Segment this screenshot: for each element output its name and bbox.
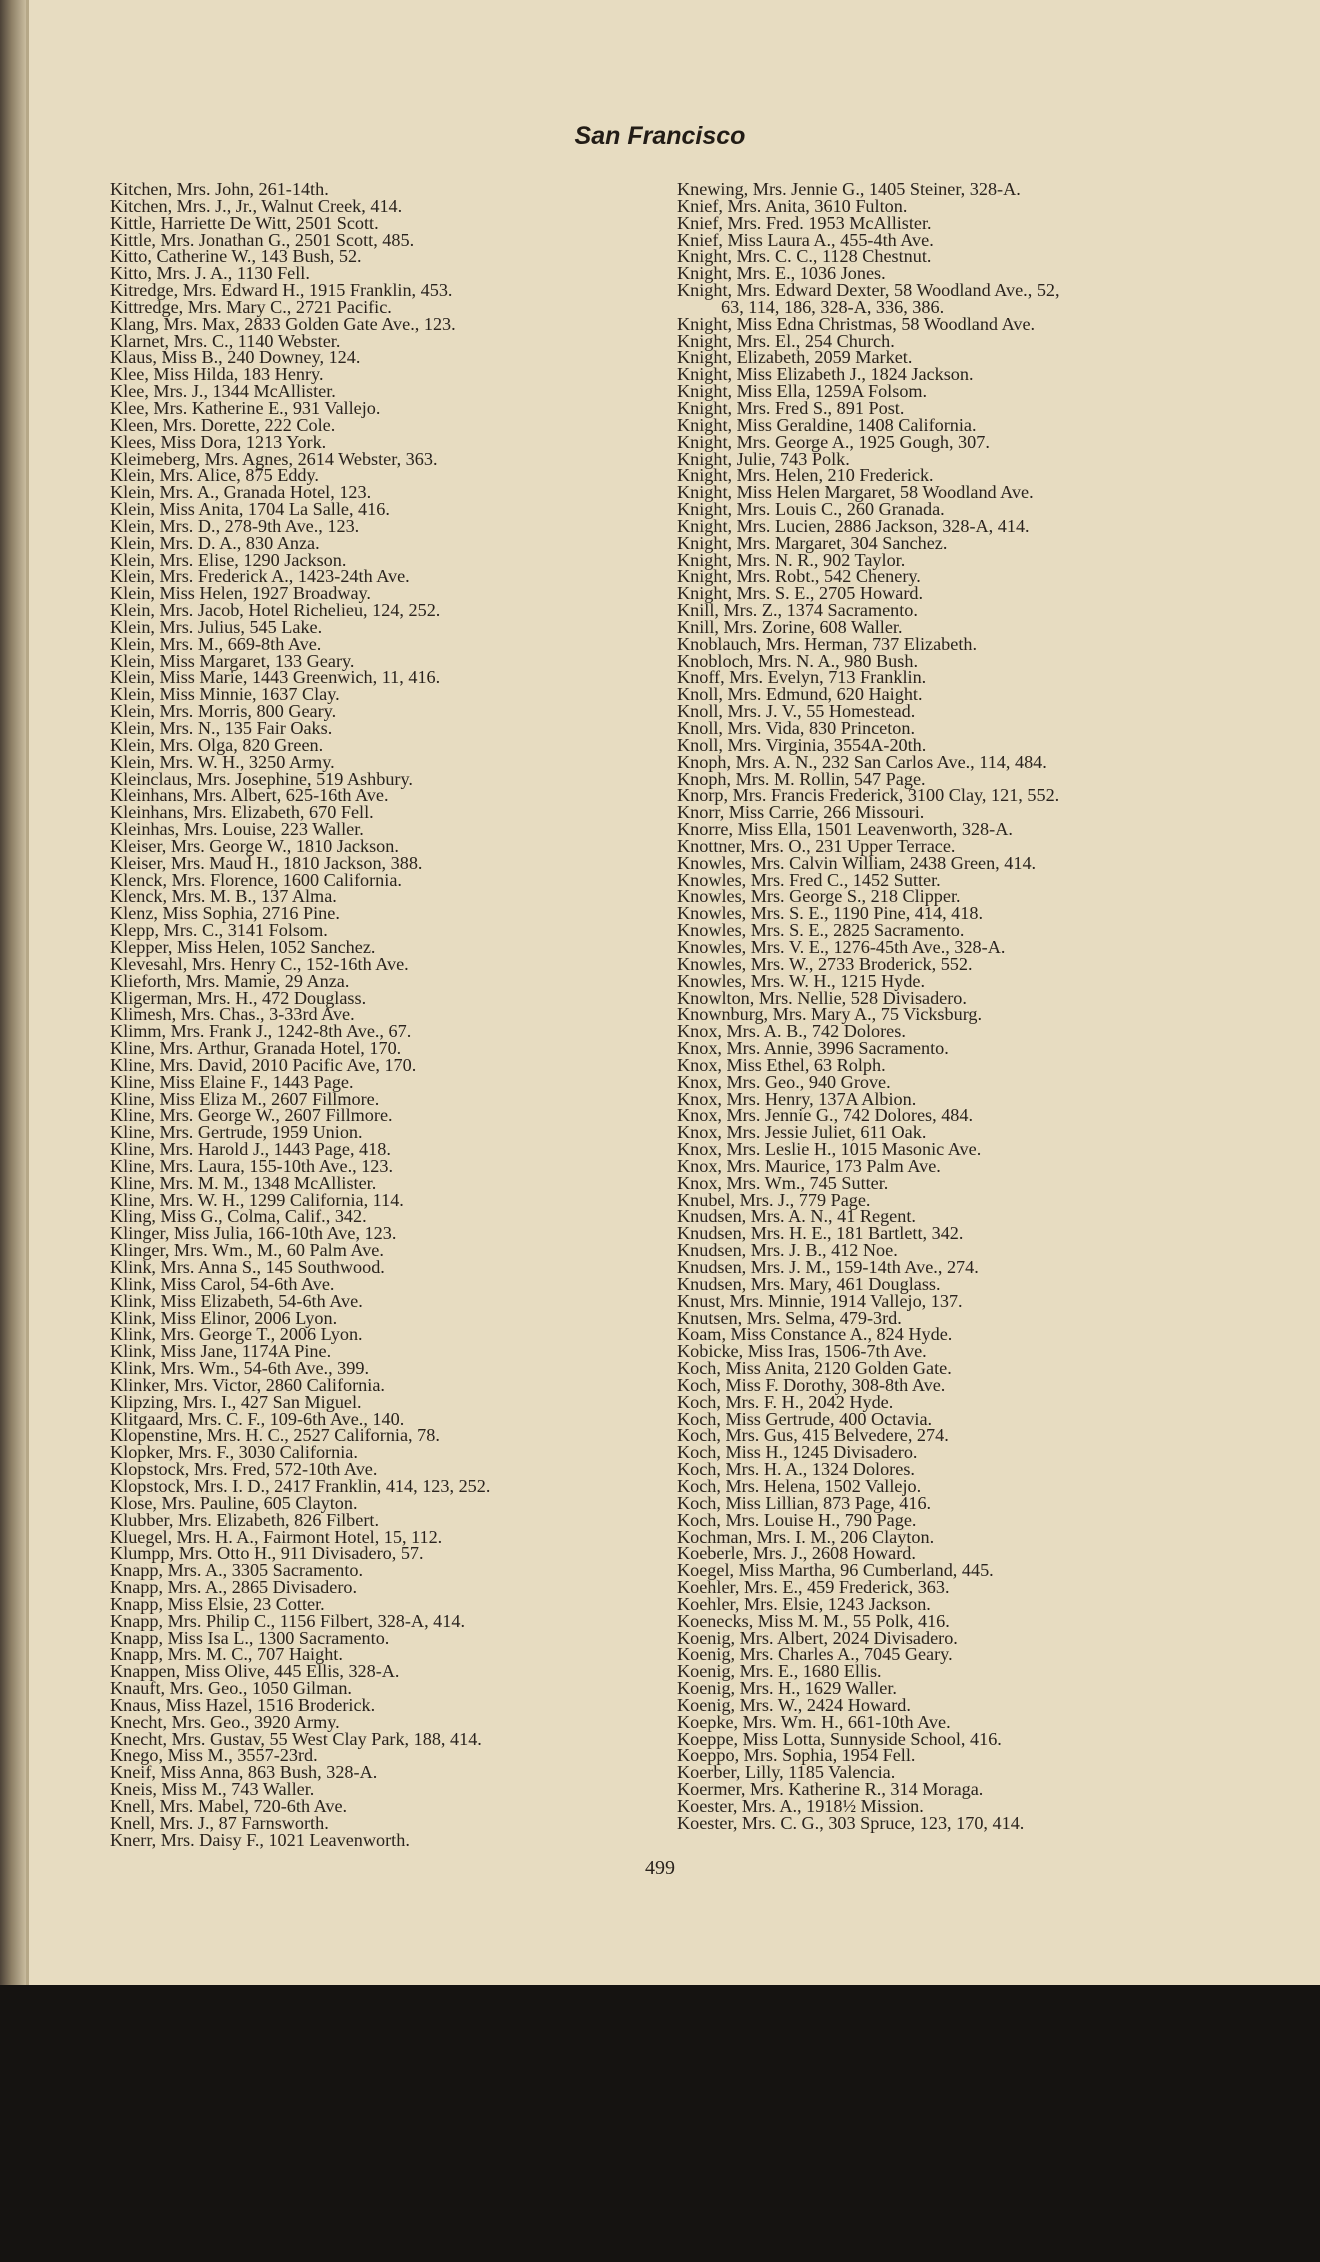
- directory-entry: Knoff, Mrs. Evelyn, 713 Franklin.: [677, 667, 927, 688]
- directory-entry: Koeppe, Miss Lotta, Sunnyside School, 416.: [677, 1728, 1002, 1749]
- directory-entry: Kline, Mrs. W. H., 1299 California, 114.: [110, 1189, 404, 1210]
- directory-entry: Knudsen, Mrs. J. M., 159-14th Ave., 274.: [677, 1257, 979, 1277]
- directory-entry: Klarnet, Mrs. C., 1140 Webster.: [110, 330, 341, 351]
- directory-entry: Knight, Mrs. El., 254 Church.: [677, 330, 895, 351]
- directory-entry: Knowles, Mrs. W. H., 1215 Hyde.: [677, 970, 926, 991]
- directory-entry: Klink, Miss Elizabeth, 54-6th Ave.: [110, 1290, 363, 1311]
- directory-entry: Koch, Mrs. Gus, 415 Belvedere, 274.: [677, 1425, 949, 1446]
- directory-entry: Klang, Mrs. Max, 2833 Golden Gate Ave., 123.: [110, 313, 456, 334]
- directory-entry: Knudsen, Mrs. J. B., 412 Noe.: [677, 1240, 898, 1261]
- directory-entry: Knorp, Mrs. Francis Frederick, 3100 Clay, 121, 552.: [677, 785, 1060, 806]
- directory-entry: Knight, Mrs. E., 1036 Jones.: [677, 263, 886, 284]
- directory-entry: Knobloch, Mrs. N. A., 980 Bush.: [677, 650, 918, 671]
- directory-entry: Klein, Mrs. Julius, 545 Lake.: [110, 616, 323, 637]
- directory-entry: Kitto, Mrs. J. A., 1130 Fell.: [110, 263, 310, 284]
- directory-entry: Kochman, Mrs. I. M., 206 Clayton.: [677, 1526, 935, 1547]
- directory-entry: Klieforth, Mrs. Mamie, 29 Anza.: [110, 970, 350, 991]
- directory-entry: Knight, Miss Elizabeth J., 1824 Jackson.: [677, 364, 974, 385]
- directory-entry: Klink, Mrs. Anna S., 145 Southwood.: [110, 1257, 385, 1277]
- directory-entry: Koester, Mrs. C. G., 303 Spruce, 123, 170, 414.: [677, 1812, 1025, 1833]
- directory-entry: Klein, Miss Marie, 1443 Greenwich, 11, 416.: [110, 667, 441, 688]
- directory-entry: Klepper, Miss Helen, 1052 Sanchez.: [110, 936, 376, 957]
- directory-entry: Klipzing, Mrs. I., 427 San Miguel.: [110, 1391, 362, 1412]
- directory-entry: Knapp, Mrs. Philip C., 1156 Filbert, 328-A, 414.: [110, 1610, 465, 1631]
- directory-entry: Knownburg, Mrs. Mary A., 75 Vicksburg.: [677, 1004, 983, 1025]
- directory-entry: Klein, Miss Helen, 1927 Broadway.: [110, 583, 371, 604]
- directory-entry: Knudsen, Mrs. H. E., 181 Bartlett, 342.: [677, 1223, 964, 1244]
- page-header: San Francisco: [574, 122, 746, 150]
- directory-entry: Kline, Mrs. Arthur, Granada Hotel, 170.: [110, 1038, 402, 1059]
- directory-entry: Klein, Mrs. Alice, 875 Eddy.: [110, 465, 319, 486]
- directory-entry: Klitgaard, Mrs. C. F., 109-6th Ave., 140.: [110, 1408, 405, 1429]
- directory-entry: Kleiser, Mrs. George W., 1810 Jackson.: [110, 835, 399, 856]
- directory-entry: Koenig, Mrs. Albert, 2024 Divisadero.: [677, 1627, 958, 1648]
- directory-entry: Klee, Miss Hilda, 183 Henry.: [110, 364, 324, 385]
- directory-entry: Klink, Miss Carol, 54-6th Ave.: [110, 1273, 335, 1294]
- directory-entry: Klopenstine, Mrs. H. C., 2527 California, 78.: [110, 1425, 440, 1446]
- directory-entry: Knowles, Mrs. W., 2733 Broderick, 552.: [677, 953, 973, 974]
- directory-entry: Koehler, Mrs. E., 459 Frederick, 363.: [677, 1577, 950, 1598]
- directory-entry: Knell, Mrs. Mabel, 720-6th Ave.: [110, 1796, 348, 1816]
- directory-entry: 63, 114, 186, 328-A, 336, 386.: [721, 296, 945, 317]
- directory-entry: Knight, Julie, 743 Polk.: [677, 448, 850, 469]
- directory-entry: Knoblauch, Mrs. Herman, 737 Elizabeth.: [677, 633, 978, 654]
- directory-entry: Kobicke, Miss Iras, 1506-7th Ave.: [677, 1341, 927, 1362]
- directory-entry: Klees, Miss Dora, 1213 York.: [110, 431, 327, 452]
- directory-entry: Knowles, Mrs. Calvin William, 2438 Green, 414.: [677, 852, 1037, 873]
- directory-entry: Klevesahl, Mrs. Henry C., 152-16th Ave.: [110, 953, 409, 974]
- directory-entry: Knox, Mrs. Leslie H., 1015 Masonic Ave.: [677, 1139, 982, 1160]
- directory-entry: Kling, Miss G., Colma, Calif., 342.: [110, 1206, 367, 1227]
- directory-entry: Koch, Miss H., 1245 Divisadero.: [677, 1442, 918, 1463]
- directory-entry: Klenck, Mrs. M. B., 137 Alma.: [110, 886, 337, 907]
- directory-entry: Knight, Mrs. S. E., 2705 Howard.: [677, 583, 924, 604]
- directory-entry: Knight, Mrs. Lucien, 2886 Jackson, 328-A, 414.: [677, 515, 1030, 536]
- directory-entry: Knief, Mrs. Fred. 1953 McAllister.: [677, 212, 932, 233]
- directory-entry: Knox, Mrs. Maurice, 173 Palm Ave.: [677, 1155, 941, 1176]
- page-number: 499: [645, 1857, 675, 1879]
- directory-entry: Knox, Mrs. Wm., 745 Sutter.: [677, 1172, 889, 1193]
- directory-entry: Koeppo, Mrs. Sophia, 1954 Fell.: [677, 1745, 916, 1766]
- directory-entry: Knox, Mrs. Jessie Juliet, 611 Oak.: [677, 1122, 927, 1143]
- directory-entry: Knoph, Mrs. A. N., 232 San Carlos Ave., 114, 484.: [677, 751, 1047, 772]
- directory-entry: Knight, Mrs. Margaret, 304 Sanchez.: [677, 532, 948, 553]
- directory-entry: Kittle, Harriette De Witt, 2501 Scott.: [110, 212, 379, 233]
- directory-entry: Koenig, Mrs. W., 2424 Howard.: [677, 1694, 911, 1715]
- directory-entry: Knewing, Mrs. Jennie G., 1405 Steiner, 328-A.: [677, 179, 1021, 199]
- directory-entry: Kneif, Miss Anna, 863 Bush, 328-A.: [110, 1762, 378, 1783]
- directory-entry: Knoll, Mrs. Virginia, 3554A-20th.: [677, 734, 927, 755]
- directory-entry: Knight, Elizabeth, 2059 Market.: [677, 347, 913, 368]
- directory-entry: Klink, Mrs. George T., 2006 Lyon.: [110, 1324, 363, 1345]
- directory-entry: Koester, Mrs. A., 1918½ Mission.: [677, 1796, 924, 1816]
- directory-entry: Knauft, Mrs. Geo., 1050 Gilman.: [110, 1678, 352, 1699]
- directory-entry: Knox, Mrs. Jennie G., 742 Dolores, 484.: [677, 1105, 974, 1126]
- directory-entry: Koch, Mrs. Louise H., 790 Page.: [677, 1509, 917, 1530]
- directory-entry: Knego, Miss M., 3557-23rd.: [110, 1745, 318, 1766]
- binding-edge: [26, 0, 29, 1985]
- directory-entry: Knief, Miss Laura A., 455-4th Ave.: [677, 229, 934, 250]
- directory-entry: Kneis, Miss M., 743 Waller.: [110, 1779, 315, 1800]
- directory-entry: Koch, Mrs. Helena, 1502 Vallejo.: [677, 1475, 922, 1496]
- directory-entry: Kleimeberg, Mrs. Agnes, 2614 Webster, 363.: [110, 448, 438, 469]
- directory-entry: Knight, Mrs. Louis C., 260 Granada.: [677, 499, 945, 520]
- directory-entry: Knowles, Mrs. S. E., 2825 Sacramento.: [677, 920, 965, 941]
- directory-entry: Klink, Mrs. Wm., 54-6th Ave., 399.: [110, 1358, 369, 1379]
- directory-entry: Knight, Mrs. C. C., 1128 Chestnut.: [677, 246, 932, 267]
- directory-entry: Knubel, Mrs. J., 779 Page.: [677, 1189, 871, 1210]
- directory-entry: Knowles, Mrs. Fred C., 1452 Sutter.: [677, 869, 941, 890]
- directory-entry: Knight, Mrs. Helen, 210 Frederick.: [677, 465, 934, 486]
- directory-entry: Kleinhans, Mrs. Albert, 625-16th Ave.: [110, 785, 389, 806]
- directory-entry: Kline, Mrs. M. M., 1348 McAllister.: [110, 1172, 377, 1193]
- directory-entry: Knust, Mrs. Minnie, 1914 Vallejo, 137.: [677, 1290, 963, 1311]
- directory-entry: Kluegel, Mrs. H. A., Fairmont Hotel, 15, 112.: [110, 1526, 443, 1547]
- directory-entry: Knill, Mrs. Zorine, 608 Waller.: [677, 616, 903, 637]
- directory-entry: Knight, Miss Ella, 1259A Folsom.: [677, 381, 928, 402]
- directory-entry: Knox, Mrs. Annie, 3996 Sacramento.: [677, 1038, 949, 1059]
- directory-entry: Koenig, Mrs. E., 1680 Ellis.: [677, 1661, 882, 1682]
- directory-entry: Koch, Mrs. F. H., 2042 Hyde.: [677, 1391, 894, 1412]
- directory-entry: Koenecks, Miss M. M., 55 Polk, 416.: [677, 1610, 950, 1631]
- directory-entry: Kittredge, Mrs. Mary C., 2721 Pacific.: [110, 296, 392, 317]
- directory-entry: Klinger, Mrs. Wm., M., 60 Palm Ave.: [110, 1240, 384, 1261]
- directory-entry: Klose, Mrs. Pauline, 605 Clayton.: [110, 1492, 358, 1513]
- directory-entry: Knox, Miss Ethel, 63 Rolph.: [677, 1054, 886, 1075]
- directory-entry: Knapp, Miss Isa L., 1300 Sacramento.: [110, 1627, 390, 1648]
- directory-entry: Knoll, Mrs. Edmund, 620 Haight.: [677, 684, 923, 705]
- directory-entry: Kleinhas, Mrs. Louise, 223 Waller.: [110, 819, 364, 840]
- directory-entry: Klubber, Mrs. Elizabeth, 826 Filbert.: [110, 1509, 380, 1530]
- directory-entry: Knowles, Mrs. George S., 218 Clipper.: [677, 886, 961, 907]
- directory-entry: Klimesh, Mrs. Chas., 3-33rd Ave.: [110, 1004, 355, 1025]
- directory-entry: Kline, Mrs. Harold J., 1443 Page, 418.: [110, 1139, 391, 1160]
- directory-entry: Klein, Miss Anita, 1704 La Salle, 416.: [110, 499, 390, 520]
- directory-entry: Koegel, Miss Martha, 96 Cumberland, 445.: [677, 1560, 994, 1581]
- directory-entry: Klopstock, Mrs. I. D., 2417 Franklin, 414, 123, 252.: [110, 1475, 491, 1496]
- directory-entry: Kleen, Mrs. Dorette, 222 Cole.: [110, 414, 336, 435]
- directory-entry: Knowlton, Mrs. Nellie, 528 Divisadero.: [677, 987, 967, 1008]
- directory-entry: Klein, Mrs. D., 278-9th Ave., 123.: [110, 515, 360, 536]
- directory-entry: Knight, Mrs. George A., 1925 Gough, 307.: [677, 431, 990, 452]
- directory-entry: Klaus, Miss B., 240 Downey, 124.: [110, 347, 361, 368]
- directory-entry: Klopker, Mrs. F., 3030 California.: [110, 1442, 358, 1463]
- directory-entry: Knight, Miss Edna Christmas, 58 Woodland Ave.: [677, 313, 1036, 334]
- directory-entry: Knox, Mrs. Geo., 940 Grove.: [677, 1071, 891, 1092]
- directory-entry: Knapp, Mrs. A., 3305 Sacramento.: [110, 1560, 364, 1581]
- directory-entry: Knight, Mrs. N. R., 902 Taylor.: [677, 549, 906, 570]
- directory-entry: Knox, Mrs. Henry, 137A Albion.: [677, 1088, 917, 1109]
- directory-entry: Knecht, Mrs. Geo., 3920 Army.: [110, 1711, 340, 1732]
- directory-entry: Klee, Mrs. J., 1344 McAllister.: [110, 381, 336, 402]
- directory-entry: Kittle, Mrs. Jonathan G., 2501 Scott, 485.: [110, 229, 415, 250]
- directory-entry: Knapp, Mrs. M. C., 707 Haight.: [110, 1644, 343, 1665]
- directory-entry: Koch, Miss Gertrude, 400 Octavia.: [677, 1408, 933, 1429]
- directory-entry: Knappen, Miss Olive, 445 Ellis, 328-A.: [110, 1661, 400, 1682]
- directory-entry: Kline, Mrs. Laura, 155-10th Ave., 123.: [110, 1155, 394, 1176]
- directory-entry: Koch, Miss F. Dorothy, 308-8th Ave.: [677, 1374, 946, 1395]
- directory-entry: Klinger, Miss Julia, 166-10th Ave, 123.: [110, 1223, 397, 1244]
- directory-entry: Kline, Miss Elaine F., 1443 Page.: [110, 1071, 354, 1092]
- directory-entry: Knief, Mrs. Anita, 3610 Fulton.: [677, 195, 908, 216]
- directory-entry: Knoph, Mrs. M. Rollin, 547 Page.: [677, 768, 926, 789]
- directory-entry: Kleinhans, Mrs. Elizabeth, 670 Fell.: [110, 802, 374, 823]
- directory-entry: Knight, Miss Helen Margaret, 58 Woodland Ave.: [677, 482, 1034, 503]
- directory-entry: Knight, Miss Geraldine, 1408 California.: [677, 414, 977, 435]
- directory-entry: Knowles, Mrs. S. E., 1190 Pine, 414, 418.: [677, 903, 983, 924]
- directory-entry: Klein, Mrs. Frederick A., 1423-24th Ave.: [110, 566, 410, 587]
- directory-entry: Klein, Mrs. Morris, 800 Geary.: [110, 701, 337, 722]
- directory-entry: Kitredge, Mrs. Edward H., 1915 Franklin, 453.: [110, 280, 453, 301]
- directory-entry: Koenig, Mrs. H., 1629 Waller.: [677, 1678, 897, 1699]
- directory-entry: Knapp, Miss Elsie, 23 Cotter.: [110, 1593, 325, 1614]
- directory-entry: Koeberle, Mrs. J., 2608 Howard.: [677, 1543, 916, 1564]
- directory-entry: Koermer, Mrs. Katherine R., 314 Moraga.: [677, 1779, 984, 1800]
- directory-entry: Kline, Mrs. George W., 2607 Fillmore.: [110, 1105, 393, 1126]
- directory-entry: Klein, Mrs. M., 669-8th Ave.: [110, 633, 322, 654]
- directory-entry: Kitto, Catherine W., 143 Bush, 52.: [110, 246, 362, 267]
- directory-entry: Knutsen, Mrs. Selma, 479-3rd.: [677, 1307, 902, 1328]
- directory-entry: Klinker, Mrs. Victor, 2860 California.: [110, 1374, 385, 1395]
- directory-entry: Knudsen, Mrs. A. N., 41 Regent.: [677, 1206, 916, 1227]
- directory-entry: Klenz, Miss Sophia, 2716 Pine.: [110, 903, 340, 924]
- directory-entry: Kligerman, Mrs. H., 472 Douglass.: [110, 987, 367, 1008]
- directory-entry: Knill, Mrs. Z., 1374 Sacramento.: [677, 600, 918, 621]
- directory-entry: Klopstock, Mrs. Fred, 572-10th Ave.: [110, 1459, 378, 1480]
- directory-entry: Knapp, Mrs. A., 2865 Divisadero.: [110, 1577, 358, 1598]
- directory-entry: Koch, Miss Lillian, 873 Page, 416.: [677, 1492, 932, 1513]
- directory-entry: Klein, Miss Margaret, 133 Geary.: [110, 650, 355, 671]
- directory-entry: Kleinclaus, Mrs. Josephine, 519 Ashbury.: [110, 768, 413, 789]
- directory-entry: Klein, Mrs. Olga, 820 Green.: [110, 734, 324, 755]
- directory-entry: Knowles, Mrs. V. E., 1276-45th Ave., 328-A.: [677, 936, 1006, 957]
- directory-entry: Knight, Mrs. Edward Dexter, 58 Woodland Ave., 52,: [677, 280, 1060, 301]
- directory-entry: Koam, Miss Constance A., 824 Hyde.: [677, 1324, 953, 1345]
- directory-entry: Klein, Mrs. Jacob, Hotel Richelieu, 124, 252.: [110, 600, 441, 621]
- directory-entry: Klink, Miss Jane, 1174A Pine.: [110, 1341, 332, 1362]
- directory-entry: Klimm, Mrs. Frank J., 1242-8th Ave., 67.: [110, 1021, 412, 1042]
- directory-entry: Klink, Miss Elinor, 2006 Lyon.: [110, 1307, 338, 1328]
- directory-entry: Knorre, Miss Ella, 1501 Leavenworth, 328-A.: [677, 819, 1013, 840]
- directory-entry: Knight, Mrs. Fred S., 891 Post.: [677, 397, 905, 418]
- directory-entry: Knox, Mrs. A. B., 742 Dolores.: [677, 1021, 906, 1042]
- directory-entry: Klepp, Mrs. C., 3141 Folsom.: [110, 920, 328, 941]
- directory-entry: Koepke, Mrs. Wm. H., 661-10th Ave.: [677, 1711, 951, 1732]
- directory-entry: Koch, Mrs. H. A., 1324 Dolores.: [677, 1459, 915, 1480]
- directory-entry: Klenck, Mrs. Florence, 1600 California.: [110, 869, 402, 890]
- directory-entry: Knecht, Mrs. Gustav, 55 West Clay Park, 188, 414.: [110, 1728, 482, 1749]
- directory-entry: Knaus, Miss Hazel, 1516 Broderick.: [110, 1694, 376, 1715]
- directory-entry: Knerr, Mrs. Daisy F., 1021 Leavenworth.: [110, 1829, 410, 1850]
- directory-entry: Klein, Mrs. D. A., 830 Anza.: [110, 532, 320, 553]
- directory-entry: Knorr, Miss Carrie, 266 Missouri.: [677, 802, 925, 823]
- directory-entry: Klein, Mrs. W. H., 3250 Army.: [110, 751, 335, 772]
- directory-entry: Klein, Mrs. Elise, 1290 Jackson.: [110, 549, 347, 570]
- directory-entry: Knight, Mrs. Robt., 542 Chenery.: [677, 566, 921, 587]
- right-column: [677, 181, 1237, 1832]
- directory-entry: Knoll, Mrs. Vida, 830 Princeton.: [677, 718, 916, 738]
- directory-entry: Knottner, Mrs. O., 231 Upper Terrace.: [677, 835, 956, 856]
- directory-entry: Klein, Mrs. A., Granada Hotel, 123.: [110, 482, 372, 503]
- directory-entry: Klein, Miss Minnie, 1637 Clay.: [110, 684, 340, 705]
- directory-entry: Knoll, Mrs. J. V., 55 Homestead.: [677, 701, 916, 722]
- directory-entry: Kitchen, Mrs. J., Jr., Walnut Creek, 414.: [110, 195, 403, 216]
- directory-entry: Klumpp, Mrs. Otto H., 911 Divisadero, 57.: [110, 1543, 424, 1564]
- directory-entry: Koch, Miss Anita, 2120 Golden Gate.: [677, 1358, 952, 1379]
- directory-entry: Koehler, Mrs. Elsie, 1243 Jackson.: [677, 1593, 931, 1614]
- book-binding: [0, 0, 26, 1985]
- directory-entry: Klein, Mrs. N., 135 Fair Oaks.: [110, 718, 333, 738]
- directory-entry: Kitchen, Mrs. John, 261-14th.: [110, 179, 329, 199]
- directory-entry: Knell, Mrs. J., 87 Farnsworth.: [110, 1812, 329, 1833]
- left-column: [110, 181, 670, 1849]
- directory-entry: Kline, Miss Eliza M., 2607 Fillmore.: [110, 1088, 380, 1109]
- directory-entry: Kleiser, Mrs. Maud H., 1810 Jackson, 388.: [110, 852, 423, 873]
- directory-entry: Kline, Mrs. Gertrude, 1959 Union.: [110, 1122, 363, 1143]
- directory-entry: Koerber, Lilly, 1185 Valencia.: [677, 1762, 896, 1783]
- directory-entry: Kline, Mrs. David, 2010 Pacific Ave, 170.: [110, 1054, 417, 1075]
- directory-entry: Koenig, Mrs. Charles A., 7045 Geary.: [677, 1644, 953, 1665]
- directory-entry: Knudsen, Mrs. Mary, 461 Douglass.: [677, 1273, 941, 1294]
- directory-entry: Klee, Mrs. Katherine E., 931 Vallejo.: [110, 397, 381, 418]
